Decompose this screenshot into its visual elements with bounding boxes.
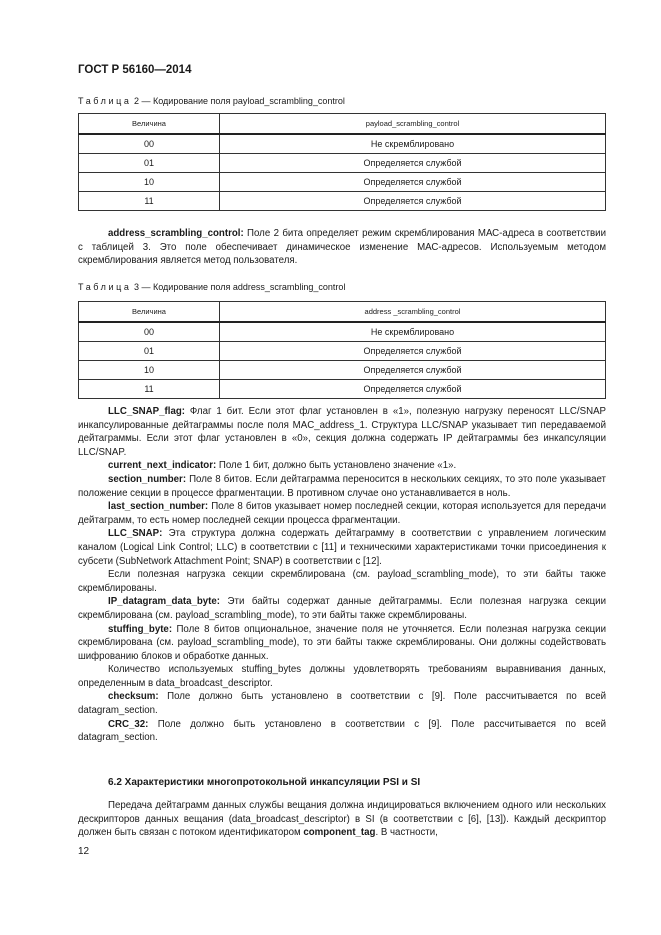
table-row <box>79 192 606 211</box>
table-cell: 11 <box>79 192 220 211</box>
table3-col2-header: address _scrambling_control <box>220 302 606 323</box>
table2-header-row <box>79 114 606 135</box>
table-cell: Не скремблировано <box>220 134 606 154</box>
table2-col1-header: Величина <box>79 114 220 135</box>
paragraph <box>78 500 606 527</box>
final-paragraph <box>78 799 606 840</box>
section-heading: 6.2 Характеристики многопротокольной инкапсуляции PSI и SI <box>108 777 421 788</box>
term: CRC_32: <box>108 718 149 730</box>
table-row <box>79 134 606 154</box>
paragraph <box>78 623 606 664</box>
table3-caption <box>78 282 345 292</box>
term: component_tag <box>303 827 376 839</box>
table-cell: 00 <box>79 134 220 154</box>
table2-caption <box>78 96 345 106</box>
paragraph-text: Поле должно быть установлено в соответствии с [9]. Поле рассчитывается по всей datagram_section. <box>78 718 606 744</box>
table-cell: Не скремблировано <box>220 322 606 342</box>
paragraph <box>78 663 606 690</box>
table-cell: Определяется службой <box>220 173 606 192</box>
paragraph <box>78 459 606 473</box>
paragraph <box>78 473 606 500</box>
table-row <box>79 322 606 342</box>
table2-col2-header: payload_scrambling_control <box>220 114 606 135</box>
paragraph-text: Поле должно быть установлено в соответствии с [9]. Поле рассчитывается по всей datagram_section. <box>78 691 606 717</box>
paragraph <box>78 527 606 568</box>
table-row <box>79 154 606 173</box>
table-cell: 10 <box>79 361 220 380</box>
table-row <box>79 380 606 399</box>
table2 <box>78 113 606 211</box>
table-row <box>79 342 606 361</box>
table-cell: Определяется службой <box>220 342 606 361</box>
term: stuffing_byte: <box>108 623 173 635</box>
paragraph-text: Передача дейтаграмм данных службы вещания должна индицироваться включением одного или нескольких дескрипторов данных вещания (data_broadcast_descriptor) в SI (в соответствии с [6], [13]). Каждый дескриптор должен быть связан с потоком идентификатором <box>78 800 606 839</box>
term: checksum: <box>108 691 159 703</box>
term: last_section_number: <box>108 501 209 513</box>
field-descriptions <box>78 405 606 745</box>
table3-header-row <box>79 302 606 323</box>
paragraph <box>78 405 606 459</box>
paragraph <box>78 595 606 622</box>
table-cell: Определяется службой <box>220 380 606 399</box>
table-cell: 01 <box>79 342 220 361</box>
term: LLC_SNAP_flag: <box>108 406 185 417</box>
paragraph <box>78 690 606 717</box>
document-header: ГОСТ Р 56160—2014 <box>78 64 192 76</box>
table-cell: Определяется службой <box>220 361 606 380</box>
table3-col1-header: Величина <box>79 302 220 323</box>
paragraph-text: Если полезная нагрузка секции скремблирована (см. payload_scrambling_mode), то эти байты также скремблированы. <box>78 569 606 594</box>
table-cell: Определяется службой <box>220 192 606 211</box>
table-cell: 10 <box>79 173 220 192</box>
address-paragraph <box>78 227 606 268</box>
paragraph-text: Эти байты содержат данные дейтаграммы. Если полезная нагрузка секции скремблирована (см. payload_scrambling_mode), то эти байты также скремблированы. <box>78 596 606 621</box>
term: current_next_indicator: <box>108 460 217 472</box>
paragraph-text: Эта структура должна содержать дейтаграмму в соответствии с управлением логическим каналом (Logical Link Control; LLC) в соответствии с [11] и техническими характеристиками точки присоединения к субсети (SubNetwork Attachment Point; SNAP) в соответствии с [12]. <box>78 528 606 567</box>
term: section_number: <box>108 473 187 485</box>
term: address_scrambling_control: <box>108 228 244 239</box>
paragraph <box>78 718 606 745</box>
paragraph-text: Количество используемых stuffing_bytes должны удовлетворять требованиям выравнивания данных, определенным в data_broadcast_descriptor. <box>78 664 606 689</box>
table3 <box>78 301 606 399</box>
table2-caption-text: 2 — Кодирование поля payload_scrambling_control <box>131 96 345 106</box>
paragraph-text: Поле 1 бит, должно быть установлено значение «1». <box>216 460 457 472</box>
paragraph-text: Поле 2 бита определяет режим скремблирования МАС-адреса в соответствии с таблицей 3. Это поле обеспечивает динамическое изменение МАС-адресов. Используемым методом скремблирования является метод пользователя. <box>78 228 606 267</box>
paragraph-text: . В частности, <box>375 827 438 839</box>
table2-caption-label: Таблица <box>78 96 132 106</box>
table-row <box>79 173 606 192</box>
table3-caption-text: 3 — Кодирование поля address_scrambling_control <box>131 282 346 292</box>
table3-caption-label: Таблица <box>78 282 132 292</box>
table-cell: 00 <box>79 322 220 342</box>
table-row <box>79 361 606 380</box>
paragraph <box>78 568 606 595</box>
paragraph-text: Флаг 1 бит. Если этот флаг установлен в «1», полезную нагрузку переносят LLC/SNAP инкапсулированные дейтаграммы после поля MAC_address_1. Структура LLC/SNAP указывает тип передаваемой дейтаграммы. Если этот флаг установлен в «0», секция должна содержать IP дейтаграммы без инкапсуляции LLC/SNAP. <box>78 406 606 458</box>
paragraph-text: Поле 8 битов указывает номер последней секции, которая используется для передачи дейтаграмм, то есть номер последней секции процесса фрагментации. <box>78 501 606 526</box>
term: IP_datagram_data_byte: <box>108 596 220 608</box>
paragraph-text: Поле 8 битов. Если дейтаграмма переносится в нескольких секциях, то это поле указывает положение секции в процессе фрагментации. В противном случае оно устанавливается в ноль. <box>78 473 606 499</box>
page-number: 12 <box>78 846 90 857</box>
table-cell: 01 <box>79 154 220 173</box>
term: LLC_SNAP: <box>108 528 163 540</box>
table-cell: 11 <box>79 380 220 399</box>
paragraph-text: Поле 8 битов опциональное, значение поля не уточняется. Если полезная нагрузка секции скремблирована (см. payload_scrambling_mode), то эти байты также скремблированы. Они должны содействовать шифрованию блоков и обработке данных. <box>78 623 606 662</box>
table-cell: Определяется службой <box>220 154 606 173</box>
